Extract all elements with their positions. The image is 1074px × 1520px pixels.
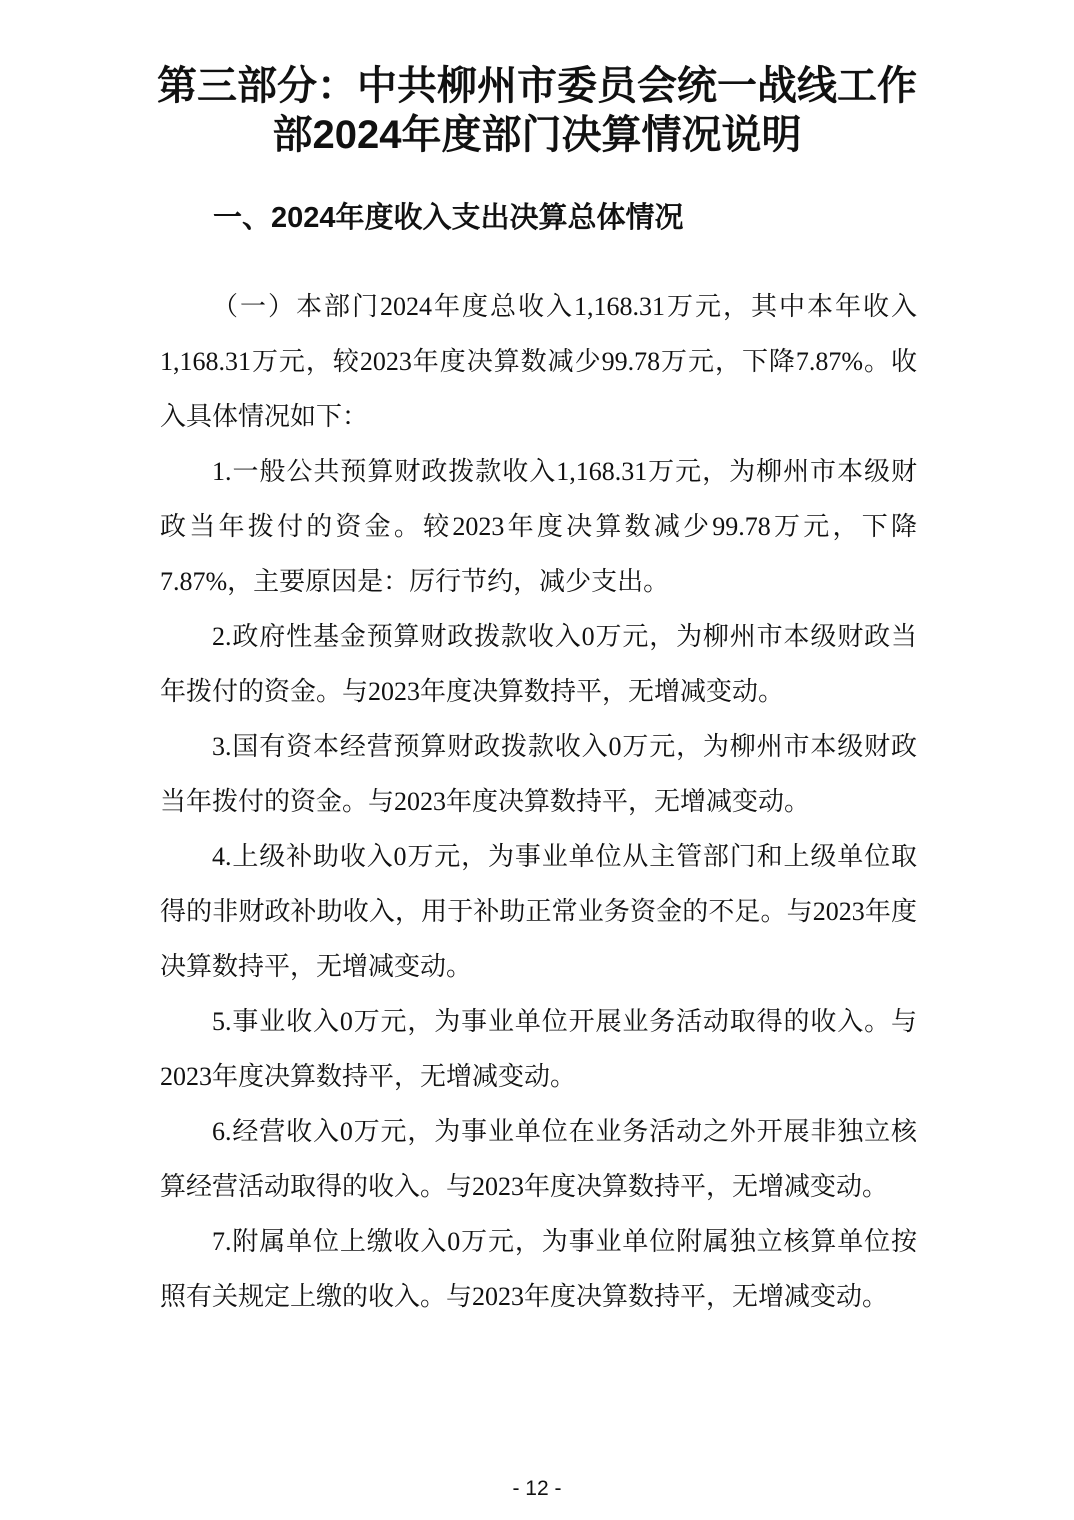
paragraph-item-6-operating-income: 6.经营收入0万元，为事业单位在业务活动之外开展非独立核算经营活动取得的收入。与2023年度决算数持平，无增减变动。 (160, 1117, 917, 1201)
document-title-line-1: 第三部分：中共柳州市委员会统一战线工作 (157, 64, 917, 108)
paragraph-item-2-government-fund: 2.政府性基金预算财政拨款收入0万元，为柳州市本级财政当年拨付的资金。与2023年度决算数持平，无增减变动。 (160, 622, 917, 706)
paragraph-overview: （一）本部门2024年度总收入1,168.31万元，其中本年收入1,168.31万元，较2023年度决算数减少99.78万元，下降7.87%。收入具体情况如下： (160, 292, 917, 431)
document-title (87, 62, 987, 160)
paragraph-item-3-state-capital: 3.国有资本经营预算财政拨款收入0万元，为柳州市本级财政当年拨付的资金。与2023年度决算数持平，无增减变动。 (160, 732, 917, 816)
paragraph-item-5-institution-income: 5.事业收入0万元，为事业单位开展业务活动取得的收入。与2023年度决算数持平，无增减变动。 (160, 1007, 917, 1091)
page-number: - 12 - (512, 1477, 562, 1500)
section-heading: 一、2024年度收入支出决算总体情况 (213, 202, 684, 234)
paragraph-item-4-superior-subsidy: 4.上级补助收入0万元，为事业单位从主管部门和上级单位取得的非财政补助收入，用于补助正常业务资金的不足。与2023年度决算数持平，无增减变动。 (160, 842, 917, 981)
document-body (160, 279, 917, 1324)
paragraph-item-7-subordinate-remittance: 7.附属单位上缴收入0万元，为事业单位附属独立核算单位按照有关规定上缴的收入。与2023年度决算数持平，无增减变动。 (160, 1227, 917, 1311)
paragraph-item-1-general-public-budget: 1.一般公共预算财政拨款收入1,168.31万元，为柳州市本级财政当年拨付的资金。较2023年度决算数减少99.78万元，下降7.87%，主要原因是：厉行节约，减少支出。 (160, 457, 917, 596)
document-title-line-2: 部2024年度部门决算情况说明 (272, 113, 802, 157)
